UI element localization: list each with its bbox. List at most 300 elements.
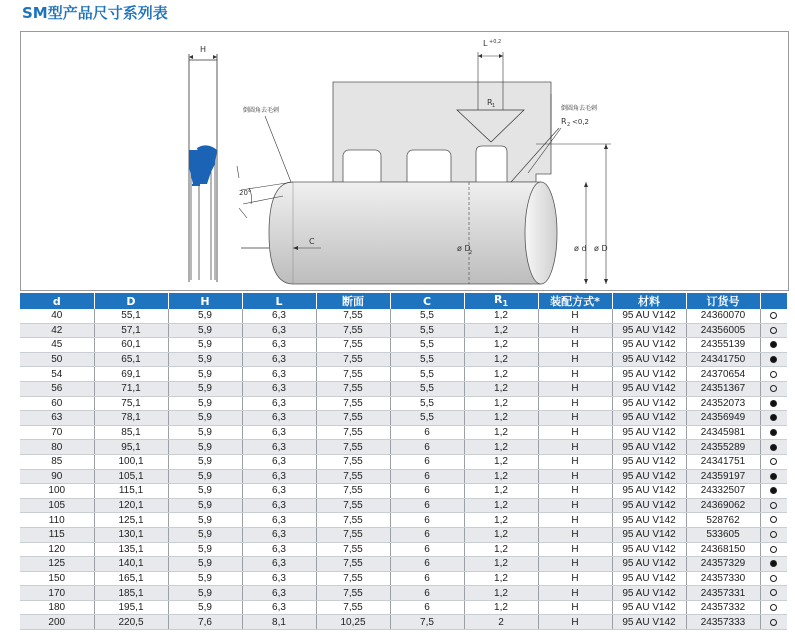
label-R2: R [561,117,567,126]
open-circle-icon [770,589,777,596]
cell-C: 6 [390,425,464,440]
cell-H: 5,9 [168,586,242,601]
cell-stock [760,411,787,426]
cell-R1: 1,2 [464,513,538,528]
seal-profile [189,54,217,282]
cell-C: 6 [390,527,464,542]
cell-H: 5,9 [168,381,242,396]
cell-R1: 1,2 [464,542,538,557]
label-L-tol: +0,2 [489,39,502,45]
cell-order-no: 24355139 [686,338,760,353]
cell-install-type: H [538,484,612,499]
rod [269,182,557,284]
cell-order-no: 24345981 [686,425,760,440]
cell-order-no: 24368150 [686,542,760,557]
open-circle-icon [770,516,777,523]
cell-L: 6,3 [242,454,316,469]
cell-d: 105 [20,498,94,513]
label-d: ø d [574,244,587,253]
label-R1: R [487,98,493,107]
cell-L: 6,3 [242,484,316,499]
cell-material: 95 AU V142 [612,411,686,426]
cell-material: 95 AU V142 [612,557,686,572]
cell-install-type: H [538,527,612,542]
cell-H: 5,9 [168,323,242,338]
cell-R1: 1,2 [464,440,538,455]
cell-H: 5,9 [168,484,242,499]
table-row [20,338,787,353]
cell-d: 120 [20,542,94,557]
cell-L: 6,3 [242,352,316,367]
label-D2: ø D [457,244,471,253]
table-row [20,309,787,323]
cell-install-type: H [538,600,612,615]
cell-C: 6 [390,469,464,484]
cell-stock [760,600,787,615]
cell-L: 6,3 [242,600,316,615]
cell-C: 6 [390,557,464,572]
cell-order-no: 24370654 [686,367,760,382]
cell-section: 7,55 [316,396,390,411]
cell-section: 7,55 [316,411,390,426]
cell-material: 95 AU V142 [612,323,686,338]
cell-C: 5,5 [390,396,464,411]
cell-d: 85 [20,454,94,469]
label-R1-sub: 1 [492,103,496,109]
filled-circle-icon [770,341,777,348]
table-row [20,411,787,426]
cell-R1: 1,2 [464,498,538,513]
page-title: SM型产品尺寸系列表 [22,4,168,22]
cell-section: 7,55 [316,586,390,601]
cell-stock [760,542,787,557]
cell-D: 120,1 [94,498,168,513]
cell-H: 5,9 [168,527,242,542]
label-H: H [200,45,207,54]
cell-material: 95 AU V142 [612,527,686,542]
cell-D: 75,1 [94,396,168,411]
cell-d: 125 [20,557,94,572]
cell-L: 6,3 [242,338,316,353]
cell-section: 7,55 [316,469,390,484]
cell-H: 5,9 [168,367,242,382]
open-circle-icon [770,458,777,465]
cell-d: 180 [20,600,94,615]
cell-L: 6,3 [242,513,316,528]
cell-order-no: 24355289 [686,440,760,455]
cell-d: 45 [20,338,94,353]
cell-L: 6,3 [242,425,316,440]
cell-D: 95,1 [94,440,168,455]
cell-D: 78,1 [94,411,168,426]
cell-R1: 1,2 [464,411,538,426]
label-C: C [309,237,315,246]
cell-section: 7,55 [316,513,390,528]
table-body [20,309,787,630]
cell-stock [760,557,787,572]
open-circle-icon [770,531,777,538]
cell-material: 95 AU V142 [612,469,686,484]
filled-circle-icon [770,400,777,407]
cell-D: 85,1 [94,425,168,440]
cell-section: 7,55 [316,367,390,382]
cell-stock [760,440,787,455]
cell-D: 140,1 [94,557,168,572]
header-H: H [168,293,242,309]
cell-install-type: H [538,557,612,572]
cell-install-type: H [538,367,612,382]
cell-C: 5,5 [390,381,464,396]
header-order-no: 订货号 [686,293,760,309]
cell-C: 6 [390,586,464,601]
cell-stock [760,586,787,601]
cell-order-no: 24357333 [686,615,760,630]
cell-order-no: 24332507 [686,484,760,499]
cell-D: 165,1 [94,571,168,586]
cell-d: 54 [20,367,94,382]
cell-install-type: H [538,338,612,353]
filled-circle-icon [770,560,777,567]
cell-order-no: 24341751 [686,454,760,469]
cell-C: 6 [390,440,464,455]
cell-D: 65,1 [94,352,168,367]
cell-install-type: H [538,513,612,528]
label-chamfer-right: 倒圆角去毛刺 [561,105,598,112]
cell-R1: 1,2 [464,323,538,338]
cell-L: 6,3 [242,411,316,426]
cell-L: 6,3 [242,571,316,586]
cell-L: 6,3 [242,469,316,484]
cell-order-no: 528762 [686,513,760,528]
cell-order-no: 24356005 [686,323,760,338]
cell-order-no: 24356949 [686,411,760,426]
cell-section: 7,55 [316,498,390,513]
cell-stock [760,309,787,323]
cell-order-no: 24341750 [686,352,760,367]
cell-stock [760,469,787,484]
cell-order-no: 24357329 [686,557,760,572]
cell-L: 6,3 [242,396,316,411]
cell-section: 7,55 [316,381,390,396]
cell-L: 6,3 [242,498,316,513]
cell-L: 6,3 [242,323,316,338]
cell-material: 95 AU V142 [612,513,686,528]
spec-table [20,293,787,630]
header-install-type: 装配方式* [538,293,612,309]
cell-H: 5,9 [168,425,242,440]
cell-C: 6 [390,513,464,528]
cell-D: 195,1 [94,600,168,615]
cell-C: 6 [390,484,464,499]
label-L: L [483,39,488,48]
cell-D: 57,1 [94,323,168,338]
table-row [20,571,787,586]
cell-d: 100 [20,484,94,499]
cell-D: 71,1 [94,381,168,396]
header-C: C [390,293,464,309]
cell-install-type: H [538,425,612,440]
cell-install-type: H [538,381,612,396]
cell-C: 5,5 [390,309,464,323]
table-row [20,484,787,499]
cell-D: 105,1 [94,469,168,484]
cell-H: 5,9 [168,338,242,353]
open-circle-icon [770,546,777,553]
table-row [20,454,787,469]
table-row [20,367,787,382]
cell-stock [760,323,787,338]
cell-install-type: H [538,323,612,338]
cell-stock [760,338,787,353]
cell-L: 8,1 [242,615,316,630]
cell-L: 6,3 [242,367,316,382]
cell-D: 125,1 [94,513,168,528]
cell-d: 90 [20,469,94,484]
cell-section: 10,25 [316,615,390,630]
cell-D: 60,1 [94,338,168,353]
cell-d: 50 [20,352,94,367]
cell-L: 6,3 [242,527,316,542]
cell-C: 6 [390,454,464,469]
cell-d: 40 [20,309,94,323]
header-material: 材料 [612,293,686,309]
cell-C: 6 [390,571,464,586]
cell-D: 130,1 [94,527,168,542]
cell-R1: 1,2 [464,469,538,484]
technical-drawing [20,31,789,291]
cell-section: 7,55 [316,425,390,440]
cell-H: 5,9 [168,600,242,615]
cell-C: 5,5 [390,367,464,382]
header-L: L [242,293,316,309]
cell-material: 95 AU V142 [612,367,686,382]
cell-H: 5,9 [168,498,242,513]
cell-order-no: 24357330 [686,571,760,586]
cell-R1: 1,2 [464,338,538,353]
header-D: D [94,293,168,309]
label-angle: 20° [239,189,252,197]
cell-material: 95 AU V142 [612,571,686,586]
table-row [20,527,787,542]
cell-section: 7,55 [316,454,390,469]
cell-install-type: H [538,352,612,367]
cell-C: 5,5 [390,338,464,353]
cell-stock [760,352,787,367]
cell-L: 6,3 [242,440,316,455]
cell-H: 5,9 [168,542,242,557]
cell-H: 5,9 [168,309,242,323]
cell-stock [760,367,787,382]
cell-d: 60 [20,396,94,411]
cell-material: 95 AU V142 [612,309,686,323]
cell-order-no: 24357331 [686,586,760,601]
cell-R1: 1,2 [464,352,538,367]
cell-D: 135,1 [94,542,168,557]
cell-D: 100,1 [94,454,168,469]
table-row [20,425,787,440]
cell-install-type: H [538,571,612,586]
cell-H: 5,9 [168,513,242,528]
table-row [20,513,787,528]
cell-d: 150 [20,571,94,586]
cell-section: 7,55 [316,338,390,353]
filled-circle-icon [770,414,777,421]
label-R2-tol: <0,2 [572,118,589,126]
cell-section: 7,55 [316,542,390,557]
cell-install-type: H [538,396,612,411]
open-circle-icon [770,502,777,509]
filled-circle-icon [770,429,777,436]
cell-order-no: 24360070 [686,309,760,323]
cell-material: 95 AU V142 [612,338,686,353]
cell-install-type: H [538,498,612,513]
cell-install-type: H [538,469,612,484]
cell-H: 5,9 [168,469,242,484]
cell-L: 6,3 [242,381,316,396]
cell-d: 63 [20,411,94,426]
table-row [20,396,787,411]
cell-C: 7,5 [390,615,464,630]
cell-section: 7,55 [316,600,390,615]
cell-L: 6,3 [242,542,316,557]
cell-material: 95 AU V142 [612,425,686,440]
cell-H: 5,9 [168,396,242,411]
open-circle-icon [770,575,777,582]
cell-C: 5,5 [390,411,464,426]
cell-d: 170 [20,586,94,601]
cell-d: 110 [20,513,94,528]
cell-material: 95 AU V142 [612,586,686,601]
cell-D: 220,5 [94,615,168,630]
cell-D: 115,1 [94,484,168,499]
table-row [20,542,787,557]
cell-material: 95 AU V142 [612,396,686,411]
table-row [20,557,787,572]
cell-material: 95 AU V142 [612,484,686,499]
cell-stock [760,381,787,396]
cell-R1: 1,2 [464,381,538,396]
label-chamfer-left: 倒圆角去毛刺 [243,107,280,114]
cell-material: 95 AU V142 [612,542,686,557]
cell-R1: 1,2 [464,454,538,469]
cell-L: 6,3 [242,586,316,601]
open-circle-icon [770,604,777,611]
table-row [20,586,787,601]
cell-d: 70 [20,425,94,440]
cell-order-no: 24369062 [686,498,760,513]
cell-H: 5,9 [168,571,242,586]
cell-C: 6 [390,542,464,557]
cell-section: 7,55 [316,527,390,542]
table-row [20,615,787,630]
drawing-svg [21,32,788,290]
cell-D: 185,1 [94,586,168,601]
open-circle-icon [770,619,777,626]
cell-stock [760,484,787,499]
filled-circle-icon [770,487,777,494]
cell-R1: 1,2 [464,367,538,382]
table-header-row [20,293,787,309]
cell-section: 7,55 [316,571,390,586]
table-row [20,352,787,367]
cell-stock [760,513,787,528]
table-row [20,381,787,396]
header-section: 断面 [316,293,390,309]
cell-install-type: H [538,586,612,601]
cell-R1: 1,2 [464,484,538,499]
cell-R1: 1,2 [464,557,538,572]
table-row [20,469,787,484]
cell-L: 6,3 [242,557,316,572]
filled-circle-icon [770,356,777,363]
cell-material: 95 AU V142 [612,600,686,615]
cell-material: 95 AU V142 [612,381,686,396]
filled-circle-icon [770,473,777,480]
cell-L: 6,3 [242,309,316,323]
cell-D: 69,1 [94,367,168,382]
cell-order-no: 533605 [686,527,760,542]
cell-order-no: 24352073 [686,396,760,411]
filled-circle-icon [770,444,777,451]
cell-R1: 1,2 [464,586,538,601]
cell-d: 42 [20,323,94,338]
cell-stock [760,454,787,469]
cell-d: 80 [20,440,94,455]
cell-section: 7,55 [316,440,390,455]
cell-install-type: H [538,411,612,426]
open-circle-icon [770,312,777,319]
cell-material: 95 AU V142 [612,454,686,469]
cell-material: 95 AU V142 [612,352,686,367]
table-row [20,323,787,338]
cell-install-type: H [538,454,612,469]
cell-H: 7,6 [168,615,242,630]
header-stock [760,293,787,309]
label-D: ø D [594,244,608,253]
cell-D: 55,1 [94,309,168,323]
label-R2-sub: 2 [567,122,571,128]
cell-material: 95 AU V142 [612,440,686,455]
label-D2-sub: 2 [469,250,473,256]
cell-R1: 1,2 [464,309,538,323]
housing [333,82,551,188]
cell-R1: 1,2 [464,396,538,411]
cell-C: 5,5 [390,352,464,367]
cell-C: 5,5 [390,323,464,338]
cell-R1: 1,2 [464,600,538,615]
cell-stock [760,527,787,542]
open-circle-icon [770,385,777,392]
cell-R1: 1,2 [464,425,538,440]
cell-section: 7,55 [316,309,390,323]
cell-install-type: H [538,542,612,557]
cell-H: 5,9 [168,352,242,367]
cell-R1: 1,2 [464,527,538,542]
cell-H: 5,9 [168,557,242,572]
table-row [20,498,787,513]
cell-install-type: H [538,440,612,455]
cell-order-no: 24351367 [686,381,760,396]
header-R1: $R_1$ [464,293,538,309]
cell-stock [760,396,787,411]
cell-H: 5,9 [168,454,242,469]
cell-H: 5,9 [168,440,242,455]
table-row [20,440,787,455]
cell-install-type: H [538,615,612,630]
cell-d: 115 [20,527,94,542]
cell-install-type: H [538,309,612,323]
cell-stock [760,425,787,440]
